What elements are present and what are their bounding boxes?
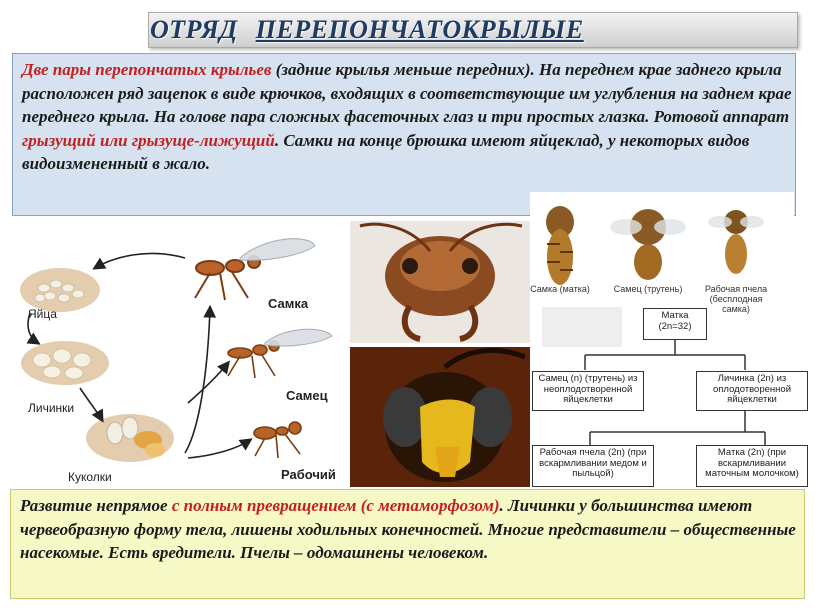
- tree-node-queen-root: Матка (2n=32): [643, 308, 707, 340]
- development-part-1: Развитие непрямое: [20, 496, 172, 515]
- ant-worker: [254, 422, 301, 458]
- title-part-2: ПЕРЕПОНЧАТОКРЫЛЫЕ: [255, 15, 584, 44]
- bee-label-queen: Самка (матка): [530, 284, 590, 294]
- lifecycle-illustration: [10, 228, 350, 488]
- label-pupae: Куколки: [68, 470, 112, 484]
- development-highlight-metamorphosis: с полным превращением (с метаморфозом): [171, 496, 500, 515]
- tree-node-queen: Матка (2n) (при вскармливании маточным молочком): [696, 445, 808, 487]
- label-worker: Рабочий: [281, 467, 336, 482]
- drone-bee-figure: [610, 209, 686, 280]
- ant-female: [195, 239, 315, 300]
- tree-node-larva: Личинка (2n) из оплодотворенной яйцеклетки: [696, 371, 808, 411]
- queen-bee-figure: [546, 206, 574, 285]
- worker-bee-figure: [708, 210, 764, 274]
- label-male: Самец: [286, 388, 328, 403]
- description-highlight-wings: Две пары перепончатых крыльев: [22, 60, 272, 79]
- tree-node-worker: Рабочая пчела (2n) (при вскармливании медом и пыльцой): [532, 445, 654, 487]
- label-eggs: Яйца: [28, 307, 57, 321]
- description-part-1: (задние крылья меньше передних). На переднем крае заднего крыла расположен ряд зацепок в виде крючков, входящих в соответствующие им углубления на заднем крае переднего крыла. На голове пара сложных фасеточных глаз и три простых глазка. Ротовой аппарат: [22, 60, 792, 126]
- description-highlight-mouthparts: грызущий или грызуще-лижущий: [22, 130, 275, 150]
- title-part-1: ОТРЯД: [150, 15, 238, 44]
- bee-label-worker: Рабочая пчела (бесплодная самка): [704, 284, 768, 314]
- ant-male: [228, 329, 332, 378]
- ant-head-photo: [350, 221, 530, 343]
- egg-dish: [20, 268, 100, 312]
- description-part-2: . Самки на конце брюшка имеют яйцеклад, у некоторых видов видоизмененный в жало.: [22, 130, 750, 173]
- label-female: Самка: [268, 296, 309, 311]
- development-text: [20, 494, 800, 565]
- wasp-head-photo: [350, 347, 530, 487]
- description-text: [22, 58, 792, 176]
- page-title: [150, 14, 796, 46]
- tree-node-male: Самец (n) (трутень) из неоплодотворенной яйцеклетки: [532, 371, 644, 411]
- label-larvae: Личинки: [28, 401, 75, 415]
- development-part-2: . Личинки у большинства имеют червеобразную форму тела, лишены ходильных конечностей. Многие представители – общественные насекомые. Есть вредители. Пчелы – одомашнены человеком.: [20, 496, 796, 562]
- bee-label-drone: Самец (трутень): [613, 284, 683, 294]
